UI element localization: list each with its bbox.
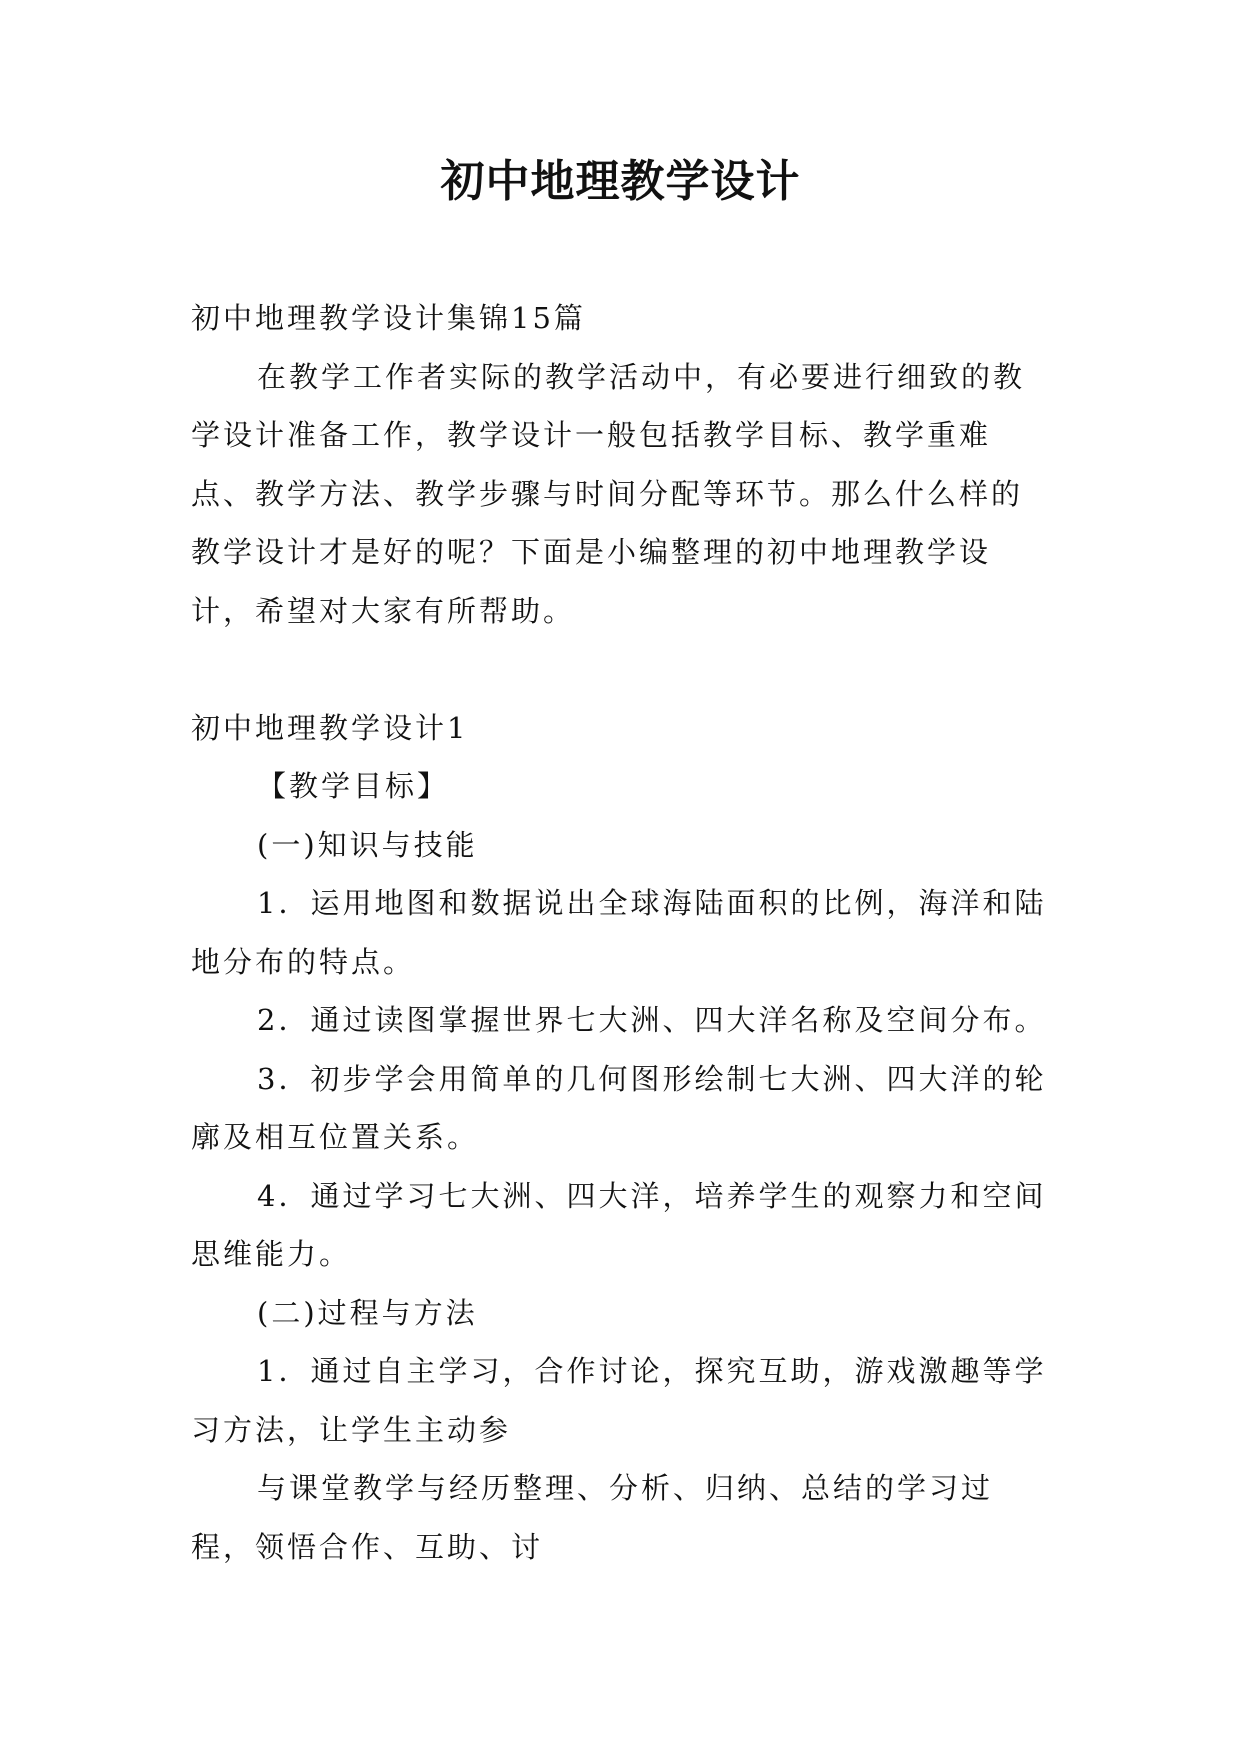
paragraph-intro: 在教学工作者实际的教学活动中，有必要进行细致的教学设计准备工作，教学设计一般包括教学目标、教学重难点、教学方法、教学步骤与时间分配等环节。那么什么样的教学设计才是好的呢？下面是小编整理的初中地理教学设计，希望对大家有所帮助。 [191,359,1026,628]
list-item-1: 1．运用地图和数据说出全球海陆面积的比例，海洋和陆地分布的特点。 [191,886,1047,979]
list-item-process-1: 1．通过自主学习，合作讨论，探究互助，游戏激趣等学习方法，让学生主动参 [191,1354,1047,1447]
document-body [191,289,1051,1576]
blank-line [191,640,1051,699]
list-item-3: 3．初步学会用简单的几何图形绘制七大洲、四大洋的轮廓及相互位置关系。 [191,1061,1047,1154]
section-heading: 初中地理教学设计1 [191,710,469,745]
paragraph-subtitle: 初中地理教学设计集锦15篇 [191,301,586,335]
document-title: 初中地理教学设计 [440,156,801,207]
subheading-process-methods: (二)过程与方法 [257,1295,478,1330]
list-item-4: 4．通过学习七大洲、四大洋，培养学生的观察力和空间思维能力。 [191,1178,1047,1271]
teaching-goals-heading: 【教学目标】 [257,769,450,803]
list-item-2: 2．通过读图掌握世界七大洲、四大洋名称及空间分布。 [257,1003,1047,1037]
paragraph-continuation: 与课堂教学与经历整理、分析、归纳、总结的学习过程，领悟合作、互助、讨 [191,1471,994,1564]
subheading-knowledge-skills: (一)知识与技能 [257,827,478,862]
